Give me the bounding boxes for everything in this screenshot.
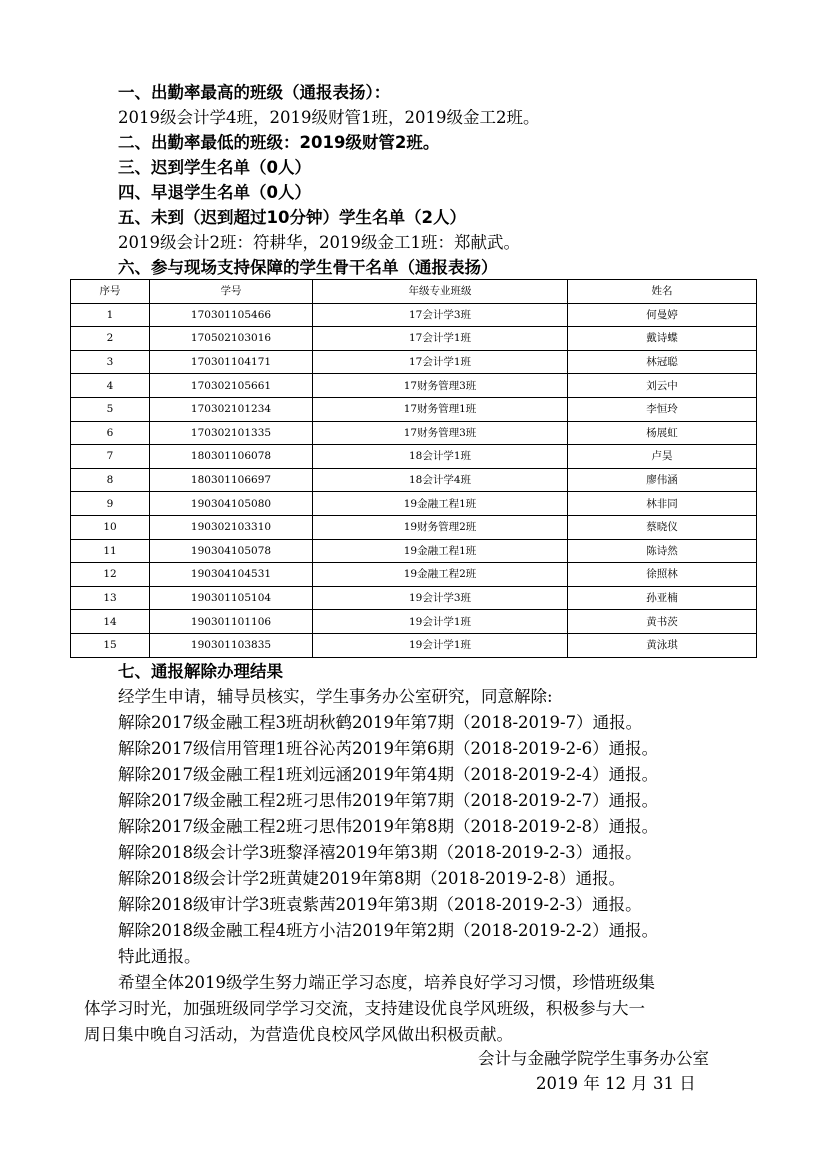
row-index: 7 bbox=[71, 445, 150, 469]
row-index: 6 bbox=[71, 421, 150, 445]
section6-heading: 六、参与现场支持保障的学生骨干名单（通报表扬） bbox=[118, 258, 498, 277]
table-row bbox=[71, 492, 757, 516]
table-row bbox=[71, 515, 757, 539]
row-index: 3 bbox=[71, 350, 150, 374]
table-row bbox=[71, 610, 757, 634]
class-name: 17会计学1班 bbox=[313, 350, 568, 374]
row-index: 1 bbox=[71, 303, 150, 327]
student-name: 廖伟涵 bbox=[568, 468, 757, 492]
student-name: 孙亚楠 bbox=[568, 586, 757, 610]
section3-heading: 三、迟到学生名单（0人） bbox=[118, 158, 311, 177]
student-id: 170301105466 bbox=[150, 303, 313, 327]
row-index: 2 bbox=[71, 327, 150, 351]
table-row bbox=[71, 445, 757, 469]
student-name: 杨展虹 bbox=[568, 421, 757, 445]
section7-line: 解除2018级审计学3班袁紫茜2019年第3期（2018-2019-2-3）通报。 bbox=[118, 895, 642, 914]
student-id: 180301106697 bbox=[150, 468, 313, 492]
student-id: 180301106078 bbox=[150, 445, 313, 469]
column-header: 年级专业班级 bbox=[313, 280, 568, 304]
class-name: 17财务管理3班 bbox=[313, 421, 568, 445]
student-id: 190301101106 bbox=[150, 610, 313, 634]
section2-heading: 二、出勤率最低的班级：2019级财管2班。 bbox=[118, 133, 440, 152]
closing-paragraph-line: 周日集中晚自习活动，为营造优良校风学风做出积极贡献。 bbox=[84, 1025, 513, 1044]
section5-heading: 五、未到（迟到超过10分钟）学生名单（2人） bbox=[118, 208, 466, 227]
row-index: 8 bbox=[71, 468, 150, 492]
table-row bbox=[71, 563, 757, 587]
table-row bbox=[71, 397, 757, 421]
class-name: 19会计学3班 bbox=[313, 586, 568, 610]
student-id: 190302103310 bbox=[150, 515, 313, 539]
section7-line: 解除2018级会计学3班黎泽禧2019年第3期（2018-2019-2-3）通报。 bbox=[118, 843, 642, 862]
student-name: 何曼婷 bbox=[568, 303, 757, 327]
table-row bbox=[71, 303, 757, 327]
class-name: 18会计学1班 bbox=[313, 445, 568, 469]
column-header: 姓名 bbox=[568, 280, 757, 304]
student-name: 林冠聪 bbox=[568, 350, 757, 374]
class-name: 17会计学1班 bbox=[313, 327, 568, 351]
table-row bbox=[71, 468, 757, 492]
row-index: 14 bbox=[71, 610, 150, 634]
section4-heading: 四、早退学生名单（0人） bbox=[118, 183, 311, 202]
row-index: 12 bbox=[71, 563, 150, 587]
student-id: 190301105104 bbox=[150, 586, 313, 610]
section7-line: 解除2017级金融工程2班刁思伟2019年第8期（2018-2019-2-8）通报。 bbox=[118, 817, 659, 836]
section7-line: 特此通报。 bbox=[118, 947, 201, 966]
table-header-row bbox=[71, 280, 757, 304]
signature-office: 会计与金融学院学生事务办公室 bbox=[478, 1049, 709, 1068]
student-id: 190304105080 bbox=[150, 492, 313, 516]
student-name: 林非同 bbox=[568, 492, 757, 516]
student-name: 陈诗然 bbox=[568, 539, 757, 563]
row-index: 5 bbox=[71, 397, 150, 421]
student-name: 黄泳琪 bbox=[568, 633, 757, 657]
class-name: 19金融工程2班 bbox=[313, 563, 568, 587]
student-name: 李恒玲 bbox=[568, 397, 757, 421]
class-name: 17财务管理1班 bbox=[313, 397, 568, 421]
column-header: 学号 bbox=[150, 280, 313, 304]
student-name: 蔡晓仪 bbox=[568, 515, 757, 539]
section7-line: 解除2017级金融工程2班刁思伟2019年第7期（2018-2019-2-7）通报。 bbox=[118, 791, 659, 810]
table-row bbox=[71, 586, 757, 610]
class-name: 19金融工程1班 bbox=[313, 492, 568, 516]
section7-heading: 七、通报解除办理结果 bbox=[118, 662, 283, 681]
section1-heading: 一、出勤率最高的班级（通报表扬）： bbox=[118, 83, 391, 102]
row-index: 15 bbox=[71, 633, 150, 657]
class-name: 19金融工程1班 bbox=[313, 539, 568, 563]
closing-paragraph-line: 体学习时光，加强班级同学学习交流，支持建设优良学风班级，积极参与大一 bbox=[84, 999, 645, 1018]
student-name: 黄书茨 bbox=[568, 610, 757, 634]
student-id: 170301104171 bbox=[150, 350, 313, 374]
row-index: 13 bbox=[71, 586, 150, 610]
student-id: 170302101335 bbox=[150, 421, 313, 445]
student-id: 170502103016 bbox=[150, 327, 313, 351]
table-row bbox=[71, 350, 757, 374]
row-index: 4 bbox=[71, 374, 150, 398]
column-header: 序号 bbox=[71, 280, 150, 304]
closing-paragraph-line: 希望全体2019级学生努力端正学习态度，培养良好学习习惯，珍惜班级集 bbox=[118, 973, 655, 992]
section7-line: 解除2018级会计学2班黄婕2019年第8期（2018-2019-2-8）通报。 bbox=[118, 869, 626, 888]
class-name: 18会计学4班 bbox=[313, 468, 568, 492]
section1-text: 2019级会计学4班，2019级财管1班，2019级金工2班。 bbox=[118, 108, 540, 127]
section7-line: 经学生申请，辅导员核实，学生事务办公室研究，同意解除: bbox=[118, 687, 553, 706]
class-name: 17会计学3班 bbox=[313, 303, 568, 327]
section7-line: 解除2017级信用管理1班谷沁芮2019年第6期（2018-2019-2-6）通报。 bbox=[118, 739, 659, 758]
student-name: 卢昊 bbox=[568, 445, 757, 469]
table-row bbox=[71, 539, 757, 563]
class-name: 19会计学1班 bbox=[313, 610, 568, 634]
table-row bbox=[71, 421, 757, 445]
row-index: 11 bbox=[71, 539, 150, 563]
table-row bbox=[71, 327, 757, 351]
section7-line: 解除2018级金融工程4班方小洁2019年第2期（2018-2019-2-2）通报。 bbox=[118, 921, 659, 940]
section7-line: 解除2017级金融工程1班刘远涵2019年第4期（2018-2019-2-4）通报。 bbox=[118, 765, 659, 784]
student-name: 戴诗蝶 bbox=[568, 327, 757, 351]
signature-date: 2019 年 12 月 31 日 bbox=[536, 1074, 696, 1093]
student-name: 徐照林 bbox=[568, 563, 757, 587]
student-id: 170302105661 bbox=[150, 374, 313, 398]
row-index: 9 bbox=[71, 492, 150, 516]
class-name: 17财务管理3班 bbox=[313, 374, 568, 398]
section7-line: 解除2017级金融工程3班胡秋鹤2019年第7期（2018-2019-7）通报。 bbox=[118, 713, 643, 732]
student-id: 190304105078 bbox=[150, 539, 313, 563]
table-row bbox=[71, 374, 757, 398]
student-id: 170302101234 bbox=[150, 397, 313, 421]
student-id: 190301103835 bbox=[150, 633, 313, 657]
class-name: 19会计学1班 bbox=[313, 633, 568, 657]
class-name: 19财务管理2班 bbox=[313, 515, 568, 539]
student-id: 190304104531 bbox=[150, 563, 313, 587]
section5-text: 2019级会计2班：符耕华，2019级金工1班：郑献武。 bbox=[118, 233, 520, 252]
student-roster-table bbox=[70, 279, 757, 658]
row-index: 10 bbox=[71, 515, 150, 539]
table-row bbox=[71, 633, 757, 657]
student-name: 刘云中 bbox=[568, 374, 757, 398]
